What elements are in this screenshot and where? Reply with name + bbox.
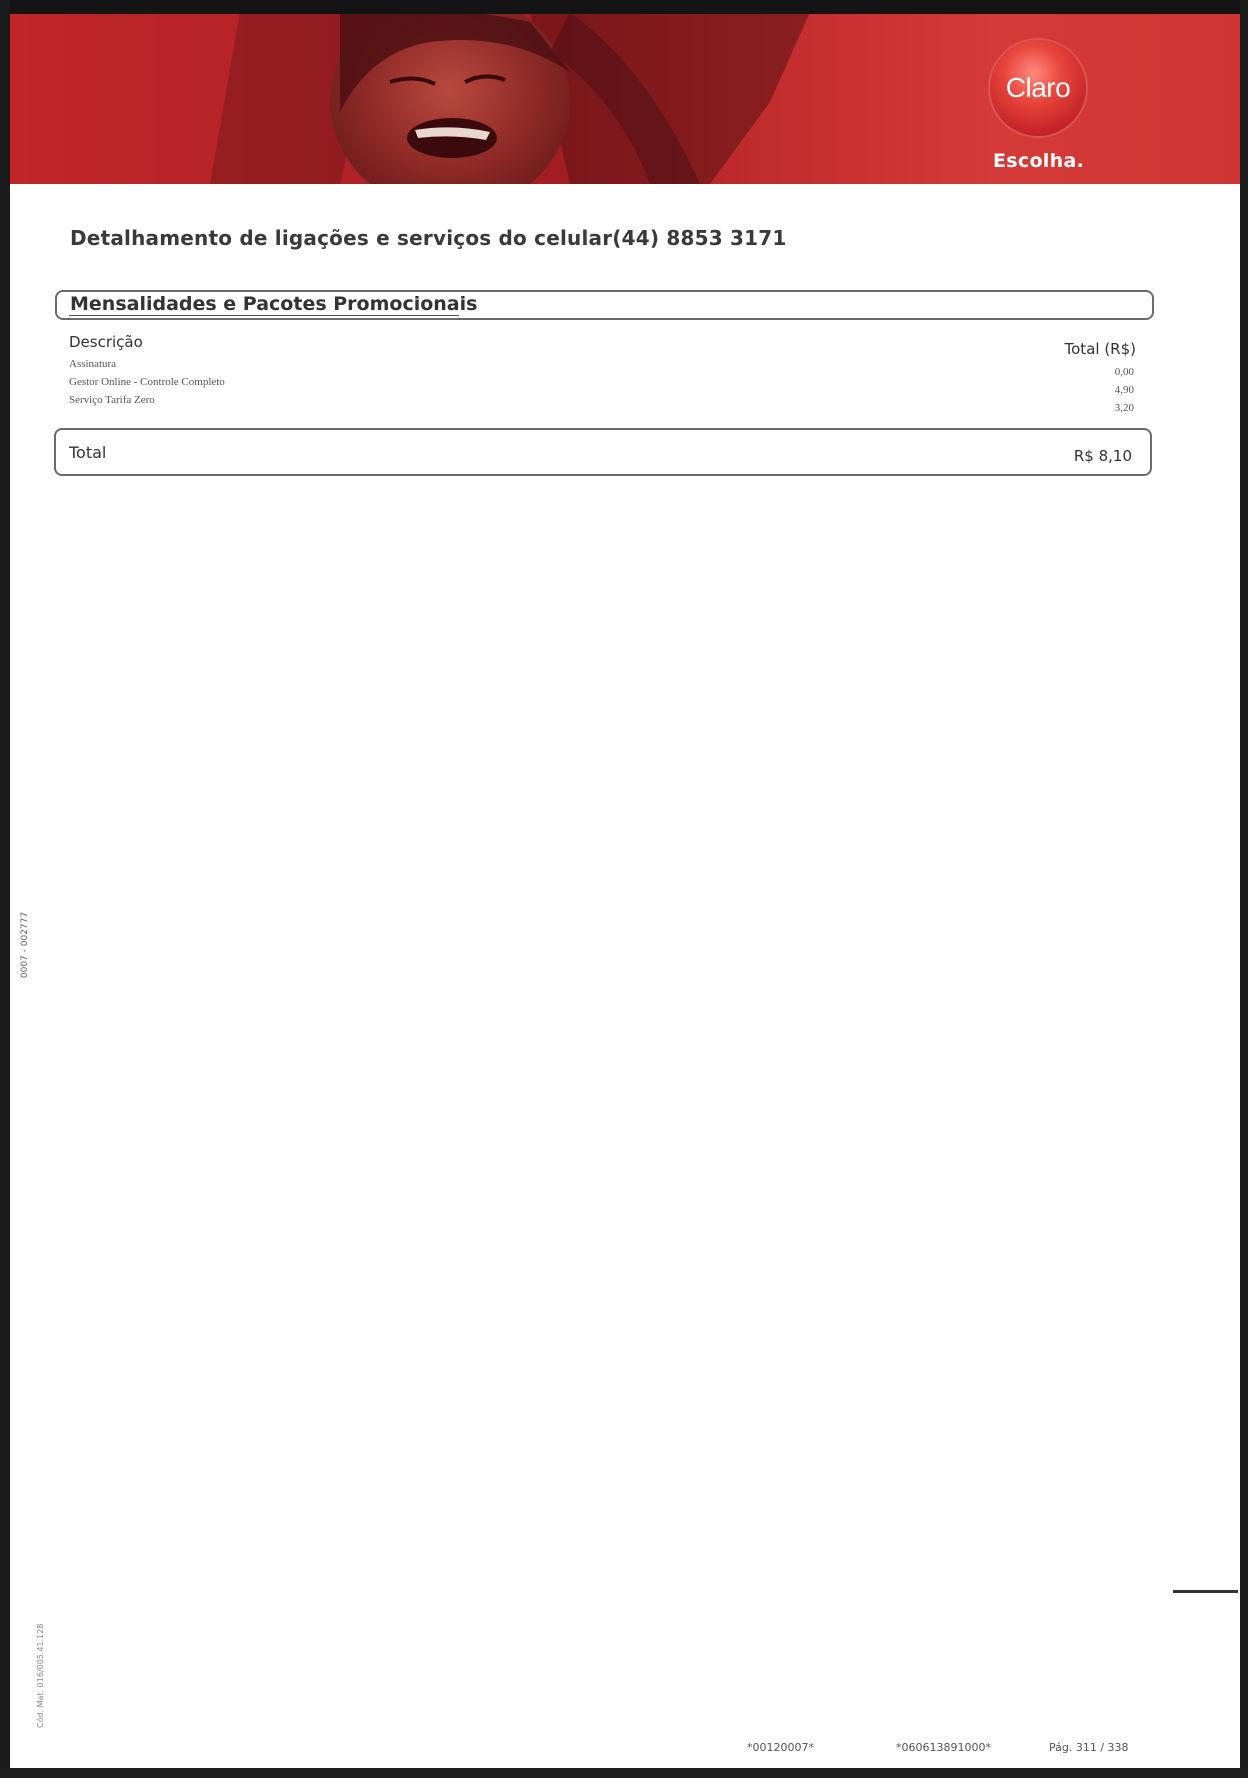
column-header-description: Descrição: [69, 333, 143, 351]
scan-edge-top: [0, 0, 1248, 14]
list-item: [69, 358, 1134, 376]
scan-edge-right: [1240, 0, 1248, 1778]
header-banner: [10, 12, 1240, 184]
column-header-total: Total (R$): [1064, 340, 1136, 358]
item-description: Serviço Tarifa Zero: [69, 394, 155, 406]
footer-code-2: *060613891000*: [896, 1741, 991, 1754]
item-amount: 3,20: [1114, 402, 1134, 414]
items-list: [69, 358, 1134, 412]
item-description: Gestor Online - Controle Completo: [69, 376, 225, 388]
total-value: R$ 8,10: [1073, 447, 1132, 465]
item-amount: 4,90: [1114, 384, 1134, 396]
scan-edge-bottom: [0, 1768, 1248, 1778]
scan-edge-left: [0, 0, 10, 1778]
print-mark: [1173, 1590, 1238, 1593]
item-description: Assinatura: [69, 358, 117, 370]
section-title-underline: [69, 315, 459, 316]
list-item: [69, 394, 1134, 412]
brand-tagline: Escolha.: [993, 150, 1085, 172]
footer-code-1: *00120007*: [747, 1741, 814, 1754]
claro-logo: [990, 40, 1086, 136]
document-title: Detalhamento de ligações e serviços do celular(44) 8853 3171: [70, 226, 787, 250]
section-header: [55, 290, 1154, 320]
page-number: Pág. 311 / 338: [1049, 1741, 1129, 1754]
list-item: [69, 376, 1134, 394]
logo-text: Claro: [1005, 72, 1071, 103]
section-title: Mensalidades e Pacotes Promocionais: [70, 293, 478, 315]
total-box: [54, 428, 1152, 476]
item-amount: 0,00: [1114, 366, 1134, 378]
total-label: Total: [69, 443, 107, 462]
side-code: 0007 - 002777: [20, 911, 30, 979]
material-code: Cód. Mat. 016/005.41.128: [36, 1623, 45, 1728]
